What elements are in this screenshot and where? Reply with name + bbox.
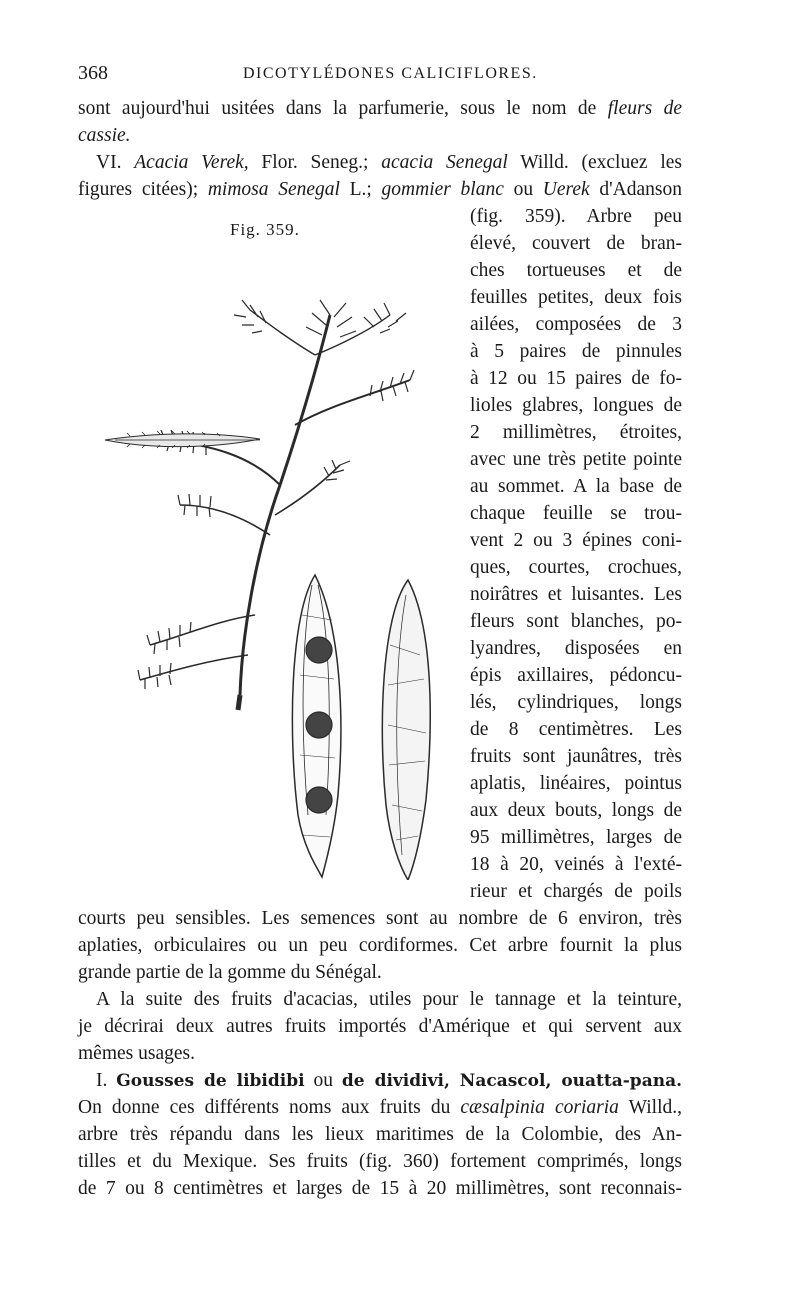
text-line: figures citées); mimosa Senegal L.; gommier blanc ou Uerek d'Adanson [78,179,682,200]
text-line: ques, courtes, crochues, [470,557,682,578]
text-line: 18 à 20, veinés à l'exté- [470,854,682,875]
text-line: mêmes usages. [78,1043,195,1064]
text-line: VI. Acacia Verek, Flor. Seneg.; acacia Senegal Willd. (excluez les [96,152,682,173]
text-line: épis axillaires, pédoncu- [470,665,682,686]
text-line: rieur et chargés de poils [470,881,682,902]
text-line: sont aujourd'hui usitées dans la parfumerie, sous le nom de fleurs de [78,98,683,119]
text-line: lyandres, disposées en [470,638,682,659]
text-line: aplaties, orbiculaires ou un peu cordiformes. Cet arbre fournit la plus [78,935,682,956]
text-line: fruits sont jaunâtres, très [470,746,682,767]
page-header [78,62,682,90]
figure-label: Fig. 359. [230,220,300,239]
text-line: au sommet. A la base de [470,476,682,497]
text-line: vent 2 ou 3 épines coni- [470,530,682,551]
page-number: 368 [78,62,108,84]
text-line: élevé, couvert de bran- [470,233,682,254]
text-line: arbre très répandu dans les lieux maritimes de la Colombie, des An- [78,1124,682,1145]
text-line: de 7 ou 8 centimètres et larges de 15 à 20 millimètres, sont reconnais- [78,1178,682,1199]
text-line: lioles glabres, longues de [470,395,682,416]
text-line: A la suite des fruits d'acacias, utiles pour le tannage et la teinture, [96,989,682,1010]
acacia-illustration [90,255,465,880]
section-heading: I. Gousses de libidibi ou de dividivi, Nacascol, ouatta-pana. [96,1070,683,1091]
text-line: feuilles petites, deux fois [470,287,682,308]
text-line: avec une très petite pointe [470,449,682,470]
text-line: ailées, composées de 3 [470,314,682,335]
text-line: fleurs sont blanches, po- [470,611,682,632]
running-title: DICOTYLÉDONES CALICIFLORES. [243,65,538,82]
text-line: aux deux bouts, longs de [470,800,682,821]
text-line: à 12 ou 15 paires de fo- [470,368,682,389]
text-line: 95 millimètres, larges de [470,827,682,848]
text-line: je décrirai deux autres fruits importés d'Amérique et qui servent aux [78,1016,682,1037]
text-line: de 8 centimètres. Les [470,719,682,740]
text-line: aplatis, linéaires, pointus [470,773,682,794]
text-line: courts peu sensibles. Les semences sont au nombre de 6 environ, très [78,908,682,929]
text-line: tilles et du Mexique. Ses fruits (fig. 360) fortement comprimés, longs [78,1151,682,1172]
text-line: grande partie de la gomme du Sénégal. [78,962,382,983]
text-line: lés, cylindriques, longs [470,692,682,713]
text-line: à 5 paires de pinnules [470,341,682,362]
text-line: ches tortueuses et de [470,260,682,281]
text-line: On donne ces différents noms aux fruits du cæsalpinia coriaria Willd., [78,1097,683,1118]
text-line: chaque feuille se trou- [470,503,682,524]
text-line: 2 millimètres, étroites, [470,422,682,443]
text-line: cassie. [78,125,131,146]
text-line: noirâtres et luisantes. Les [470,584,682,605]
text-line: (fig. 359). Arbre peu [470,206,682,227]
